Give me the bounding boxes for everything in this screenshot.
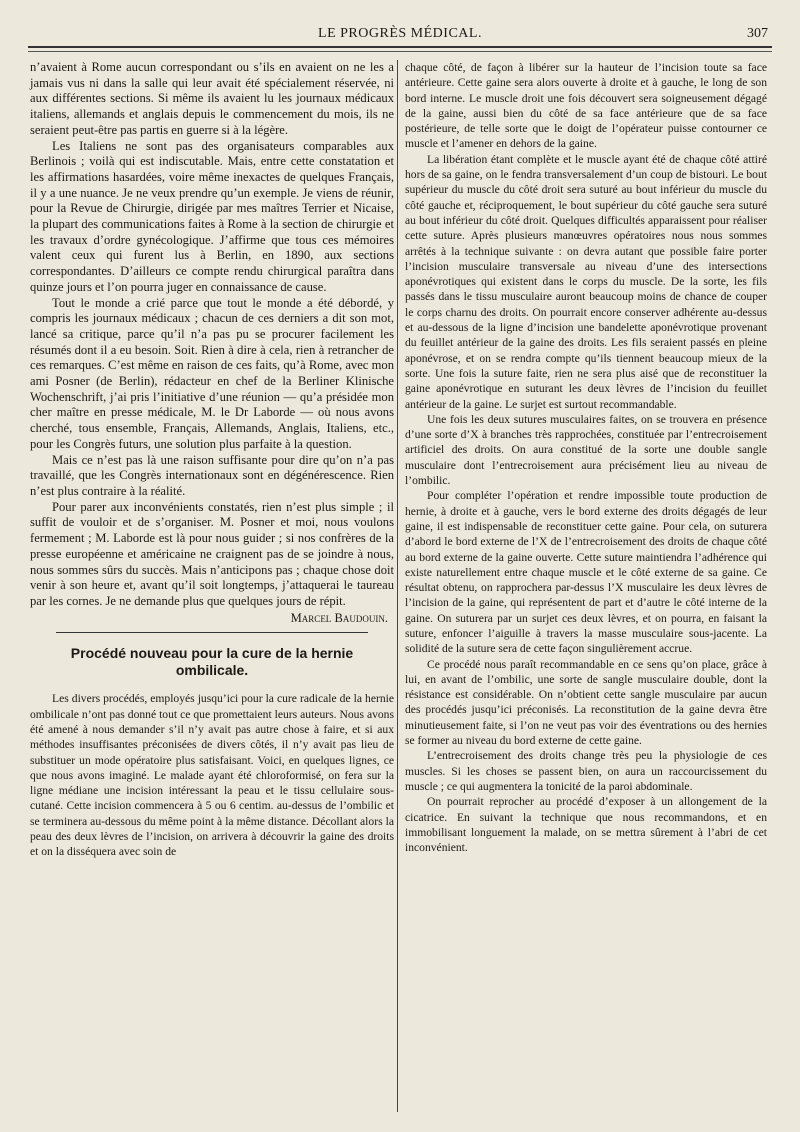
article-separator — [56, 632, 368, 633]
paragraph: Mais ce n’est pas là une raison suffisante pour dire qu’on n’a pas travaillé, que les Congrès internationaux sont en dégénérescence. Rien n’est plus contraire à la réalité. — [30, 452, 394, 498]
paragraph: L’entrecroisement des droits change très peu la physiologie de ces muscles. Si les choses se passent bien, on aura un raccourcissement du muscle ; ce qui augmentera la tonicité de la paroi abdominale. — [405, 749, 767, 793]
paragraph: Pour parer aux inconvénients constatés, rien n’est plus simple ; il suffit de vouloir et de s’organiser. M. Posner et moi, nous voulons fermement ; M. Laborde est là pour nous guider ; si nos confrères de la presse européenne et américaine ne craignent pas de se joindre à nous, nous sommes sûrs du succès. Mais n’anticipons pas ; chaque chose doit venir à son heure et, avant qu’il soit longtemps, j’attaquerai le taureau par les cornes. Je ne demande plus que quelques jours de répit. — [30, 499, 394, 608]
header-rule-thin — [28, 51, 772, 52]
journal-title: LE PROGRÈS MÉDICAL. — [318, 26, 482, 41]
page-number: 307 — [747, 26, 768, 41]
paragraph: chaque côté, de façon à libérer sur la hauteur de l’incision toute sa face antérieure. Cette gaine sera alors ouverte à droite et à gauche, le long de son bord interne. Le muscle droit une fois découvert sera soigneusement dégagé de la gaine, aussi bien du côté de sa face antérieure que de sa face postérieure, de telle sorte que le doigt de l’opérateur puisse contourner ce muscle et l’amener en dehors de la gaine. — [405, 61, 767, 151]
paragraph: Une fois les deux sutures musculaires faites, on se trouvera en présence d’une sorte d’X à branches très rapprochées, constituée par l’entrecroisement artificiel des droits. On aura constitué de la sorte une double sangle musculaire dont l’entrecroisement aura précisément lieu au niveau de l’ombilic. — [405, 412, 767, 488]
paragraph: Les divers procédés, employés jusqu’ici pour la cure radicale de la hernie ombilicale n’ont pas donné tout ce que promettaient leurs auteurs. Nous avons été amené à nous demander s’il n’y avait pas autre chose à faire, et si aux méthodes insuffisantes préconisées de divers côtés, il n’y avait pas lieu de substituer un mode opératoire plus satisfaisant. Voici, en quelques lignes, ce que nous avons imaginé. Le malade ayant été chloroformisé, on fera sur la ligne médiane une incision intéressant la peau et le tissu cellulaire sous-cutané. Cette incision commencera à 5 ou 6 centim. au-dessus de l’ombilic et se terminera au-dessous du même point à la même distance. Décollant alors la peau des deux lèvres de l’incision, on arrivera à découvrir la gaine des droits et on la disséquera avec soin de — [30, 692, 394, 859]
article-title: Procédé nouveau pour la cure de la hernie ombilicale. — [70, 645, 354, 679]
paragraph: n’avaient à Rome aucun correspondant ou s’ils en avaient on ne les a jamais vus ni dans la salle qui leur avait été spécialement réservée, ni aux différentes sections. Si même ils avaient lu les journaux médicaux italiens, allemands et anglais depuis le commencement du mois, ils ne seraient peut-être pas partis en guerre si à la légère. — [30, 60, 394, 137]
author-signature: Marcel Baudouin. — [290, 610, 388, 625]
left-column — [30, 60, 394, 860]
paragraph: Les Italiens ne sont pas des organisateurs comparables aux Berlinois ; voilà qui est indiscutable. Mais, entre cette constatation et les affirmations hasardées, voire même inexactes de quelques Français, il y a une nuance. Je ne veux prendre qu’un exemple. Je viens de réunir, pour la Revue de Chirurgie, dirigée par mes maîtres Terrier et Nicaise, la plupart des communications faites à Rome à la section de chirurgie et les travaux d’ordre gynécologique. J’affirme que tous ces mémoires valent ceux qui furent lus à Berlin, en 1890, aux sections correspondantes. D’ailleurs ce compte rendu chirurgical paraîtra dans quinze jours et l’on pourra juger en connaissance de cause. — [30, 138, 394, 294]
paragraph: Tout le monde a crié parce que tout le monde a été débordé, y compris les journaux médicaux ; chacun de ces derniers a dit son mot, lancé sa critique, parce qu’il n’a pas pu se procurer facilement les résumés dont il a eu besoin. Soit. Rien à dire à cela, rien à retrancher de ces remarques. C’est même en raison de ces faits, qu’à Rome, avec mon ami Posner (de Berlin), rédacteur en chef de la Berliner Klinische Wochenschrift, j’ai pris l’initiative d’une réunion — qu’a présidée mon cher maître en presse médicale, M. le Dr Laborde — où nous avons cherché, tous ensemble, Français, Allemands, Anglais, Italiens, etc., pour les Congrès futurs, une solution plus parfaite à la question. — [30, 295, 394, 451]
column-divider — [397, 60, 398, 1112]
paragraph: Ce procédé nous paraît recommandable en ce sens qu’on place, grâce à lui, en avant de l’ombilic, une sorte de sangle musculaire double, dont la résistance est considérable. On n’obtient cette sangle musculaire par aucun des procédés jusqu’ici préconisés. La reconstitution de la gaine devra être minutieusement faite, si l’on ne veut pas voir des éventrations ou des hernies se former au niveau du bord externe de cette gaine. — [405, 657, 767, 748]
header-rule — [28, 46, 772, 48]
paragraph: On pourrait reprocher au procédé d’exposer à un allongement de la cicatrice. En suivant la technique que nous recommandons, et en immobilisant longuement la malade, on se mettra sûrement à l’abri de cet inconvénient. — [405, 795, 767, 855]
right-column — [405, 60, 767, 855]
paragraph: La libération étant complète et le muscle ayant été de chaque côté attiré hors de sa gaine, on le fendra transversalement d’un coup de bistouri. Le bout supérieur du muscle du côté droit sera suturé au bout inférieur du muscle du côté gauche et, réciproquement, le bout supérieur du côté gauche sera suturé au bout inférieur du côté droit. Quelques difficultés apparaissent pour réaliser cette suture. Après plusieurs manœuvres opératoires nous nous sommes arrêtés à la technique suivante : on devra autant que possible faire porter l’incision musculaire transversale au niveau d’une des intersections aponévrotiques qui existent dans le corps du muscle. De la sorte, les fils passés dans le tissu musculaire auront beaucoup moins de chance de couper le corps charnu des droits. On pourrait encore conserver adhérente au-dessus et au-dessous de la ligne d’incision une bandelette aponévrotique provenant du feuillet antérieur de la gaine des droits. Les fils seraient passés en pleine aponévrose, et on se rendra compte qu’ils tiennent beaucoup mieux de la sorte. Une fois la suture faite, rien ne sera plus aisé que de reconstituer la gaine aponévrotique en suturant les deux lèvres de l’incision du feuillet antérieur de la gaine. Le surjet est surtout recommandable. — [405, 152, 767, 411]
page-header — [28, 26, 772, 46]
paragraph: Pour compléter l’opération et rendre impossible toute production de hernie, à droite et à gauche, vers le bord externe des droits dégagés de leur gaine, il est indispensable de reconstituer cette gaine. Pour cela, on suturera d’abord le bord externe de l’X de l’entrecroisement des droits de chaque côté au bord externe de la gaine ouverte. Cette suture maintiendra l’adhérence qui existe naturellement entre chaque muscle et le côté externe de sa gaine. Ce résultat obtenu, on rapprochera par-dessus l’X musculaire les deux lèvres de l’incision de la gaine, qui représentent de part et d’autre le côté interne de la gaine. On suturera par un surjet ces deux lèvres, et on pourra, en faisant la suture, enfoncer l’aiguille à travers la masse musculaire sous-jacente. La solidité de la suture sera de cette façon singulièrement accrue. — [405, 489, 767, 656]
